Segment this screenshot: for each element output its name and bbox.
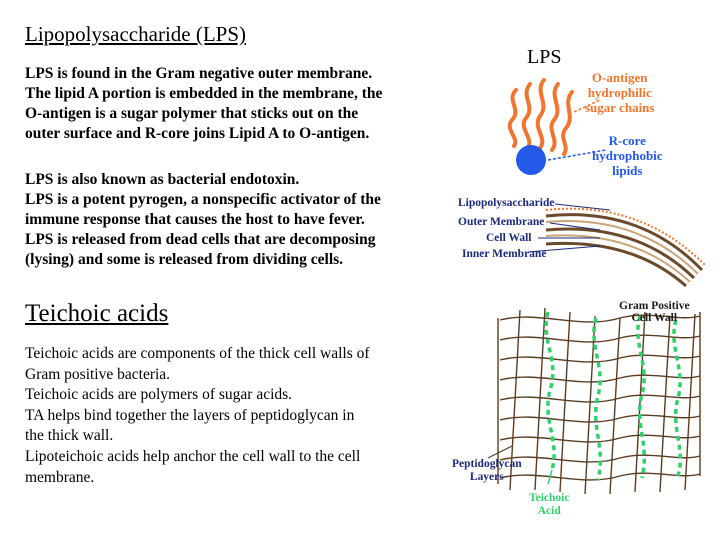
inner-membrane-label: Inner Membrane (462, 248, 547, 260)
teichoic-title: Teichoic acids (25, 300, 169, 327)
label-line: R-core (608, 133, 646, 148)
text-line: Teichoic acids are polymers of sugar acids. (25, 386, 293, 404)
sugar-chain (538, 80, 544, 148)
label-line: hydrophilic (587, 85, 652, 100)
peptidoglycan-pointer (488, 446, 512, 458)
label-line: Peptidoglycan (452, 458, 522, 470)
gram-negative-envelope (546, 209, 705, 286)
label-line: Acid (537, 505, 561, 517)
label-line: sugar chains (585, 100, 655, 115)
r-core-label (592, 133, 663, 178)
text-line: (lysing) and some is released from dividing cells. (25, 251, 344, 268)
gram-positive-wall (498, 308, 700, 494)
text-line: Lipoteichoic acids help anchor the cell wall to the cell (25, 447, 361, 465)
text-line: TA helps bind together the layers of peptidoglycan in (25, 406, 355, 424)
label-line: Gram Positive (619, 300, 690, 312)
text-line: The lipid A portion is embedded in the membrane, the (25, 85, 383, 102)
peptidoglycan-label (452, 458, 522, 484)
cell-wall-label: Cell Wall (486, 232, 532, 244)
o-antigen-chains (510, 80, 572, 154)
o-antigen-label (585, 70, 654, 115)
lps-diagram-heading: LPS (527, 46, 562, 68)
text-line: LPS is found in the Gram negative outer membrane. (25, 65, 373, 82)
text-line: LPS is a potent pyrogen, a nonspecific activator of the (25, 191, 381, 208)
r-core-ball (516, 145, 546, 175)
label-line: hydrophobic (592, 148, 663, 163)
text-line: LPS is released from dead cells that are decomposing (25, 231, 376, 248)
label-line: Layers (469, 471, 504, 483)
lps-title: Lipopolysaccharide (LPS) (25, 22, 247, 46)
outer-membrane-label: Outer Membrane (458, 216, 545, 228)
text-line: Gram positive bacteria. (25, 365, 171, 383)
lipopolysaccharide-label: Lipopolysaccharide (458, 197, 555, 209)
label-line: Cell Wall (631, 312, 678, 324)
sugar-chain (510, 90, 516, 146)
sugar-chain (563, 92, 572, 154)
sugar-chain (551, 84, 558, 150)
gram-positive-title (619, 300, 690, 324)
teichoic-acid-label (529, 492, 569, 518)
label-line: O-antigen (591, 70, 648, 85)
text-line: LPS is also known as bacterial endotoxin. (25, 171, 300, 188)
text-line: membrane. (25, 468, 95, 486)
text-line: outer surface and R-core joins Lipid A to O-antigen. (25, 125, 370, 142)
label-line: lipids (612, 163, 643, 178)
text-line: immune response that causes the host to have fever. (25, 211, 365, 228)
text-line: the thick wall. (25, 427, 114, 445)
text-line: O-antigen is a sugar polymer that sticks out on the (25, 105, 359, 122)
label-line: Teichoic (529, 492, 570, 504)
sugar-chain (524, 84, 530, 148)
text-line: Teichoic acids are components of the thick cell walls of (25, 345, 370, 362)
